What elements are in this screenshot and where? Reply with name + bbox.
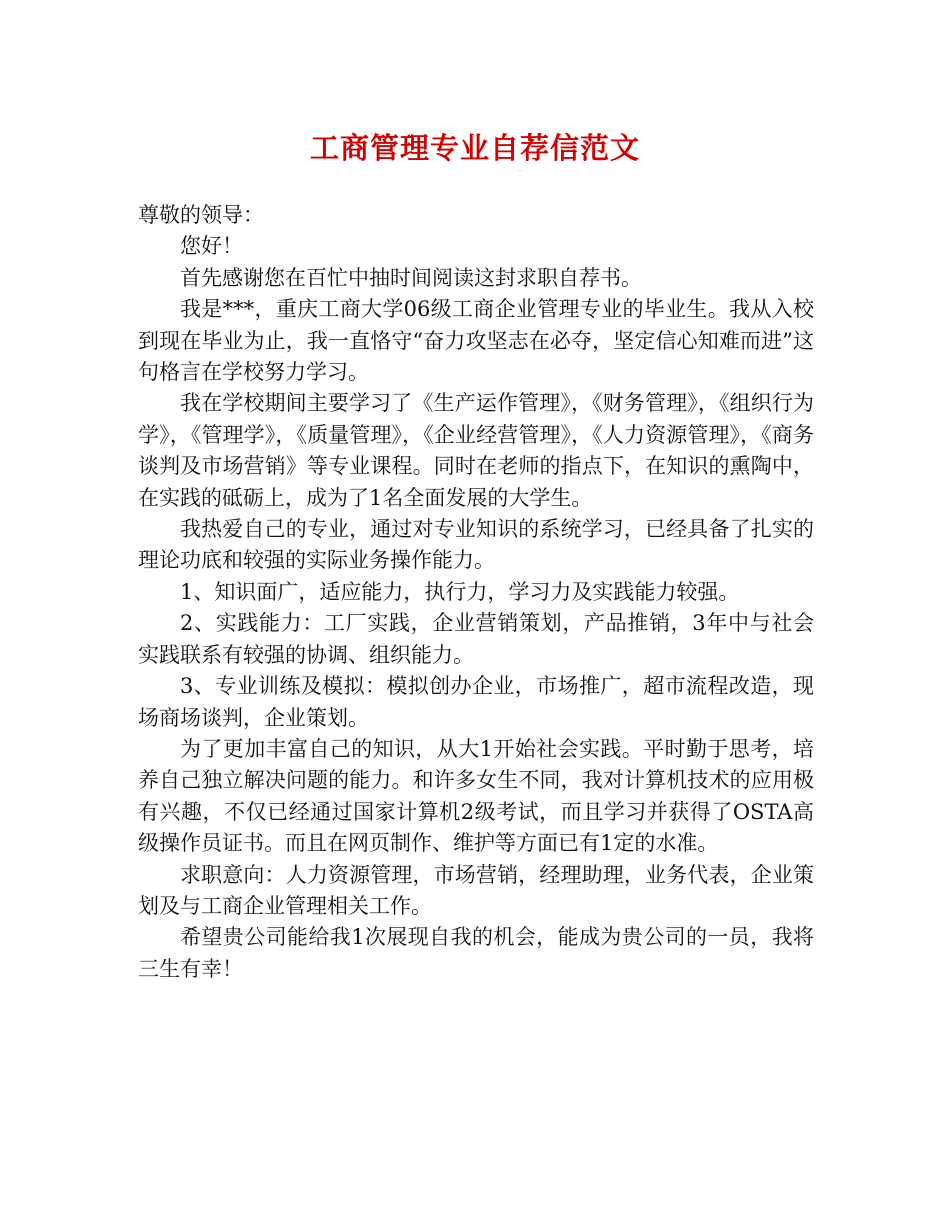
paragraph-point-2: 2、实践能力：工厂实践，企业营销策划，产品推销，3年中与社会实践联系有较强的协调、组织能力。 <box>138 611 814 667</box>
paragraph-job-intention: 求职意向：人力资源管理，市场营销，经理助理，业务代表，企业策划及与工商企业管理相关工作。 <box>138 862 814 918</box>
paragraph-major: 我热爱自己的专业，通过对专业知识的系统学习，已经具备了扎实的理论功底和较强的实际业务操作能力。 <box>138 517 814 573</box>
paragraph-point-1: 1、知识面广，适应能力，执行力，学习力及实践能力较强。 <box>180 579 740 604</box>
paragraph-courses: 我在学校期间主要学习了《生产运作管理》，《财务管理》，《组织行为学》，《管理学》，《质量管理》，《企业经营管理》，《人力资源管理》，《商务谈判及市场营销》等专业课程。同时在老师的指点下，在知识的熏陶中，在实践的砥砺上，成为了1名全面发展的大学生。 <box>138 391 814 510</box>
salutation: 尊敬的领导： <box>138 203 264 227</box>
letter-body <box>138 200 814 985</box>
paragraph-thanks: 首先感谢您在百忙中抽时间阅读这封求职自荐书。 <box>180 265 642 290</box>
paragraph-greeting: 您好！ <box>180 234 243 259</box>
paragraph-skills: 为了更加丰富自己的知识，从大1开始社会实践。平时勤于思考，培养自己独立解决问题的能力。和许多女生不同，我对计算机技术的应用极有兴趣，不仅已经通过国家计算机2级考试，而且学习并获得了OSTA高级操作员证书。而且在网页制作、维护等方面已有1定的水准。 <box>138 736 814 856</box>
paragraph-point-3: 3、专业训练及模拟：模拟创办企业，市场推广，超市流程改造，现场商场谈判，企业策划。 <box>138 674 814 730</box>
paragraph-introduction: 我是***，重庆工商大学06级工商企业管理专业的毕业生。我从入校到现在毕业为止，我一直恪守“奋力攻坚志在必夺，坚定信心知难而进”这句格言在学校努力学习。 <box>138 297 814 385</box>
document-title: 工商管理专业自荐信范文 <box>309 131 640 165</box>
paragraph-closing: 希望贵公司能给我1次展现自我的机会，能成为贵公司的一员，我将三生有幸！ <box>138 925 814 981</box>
